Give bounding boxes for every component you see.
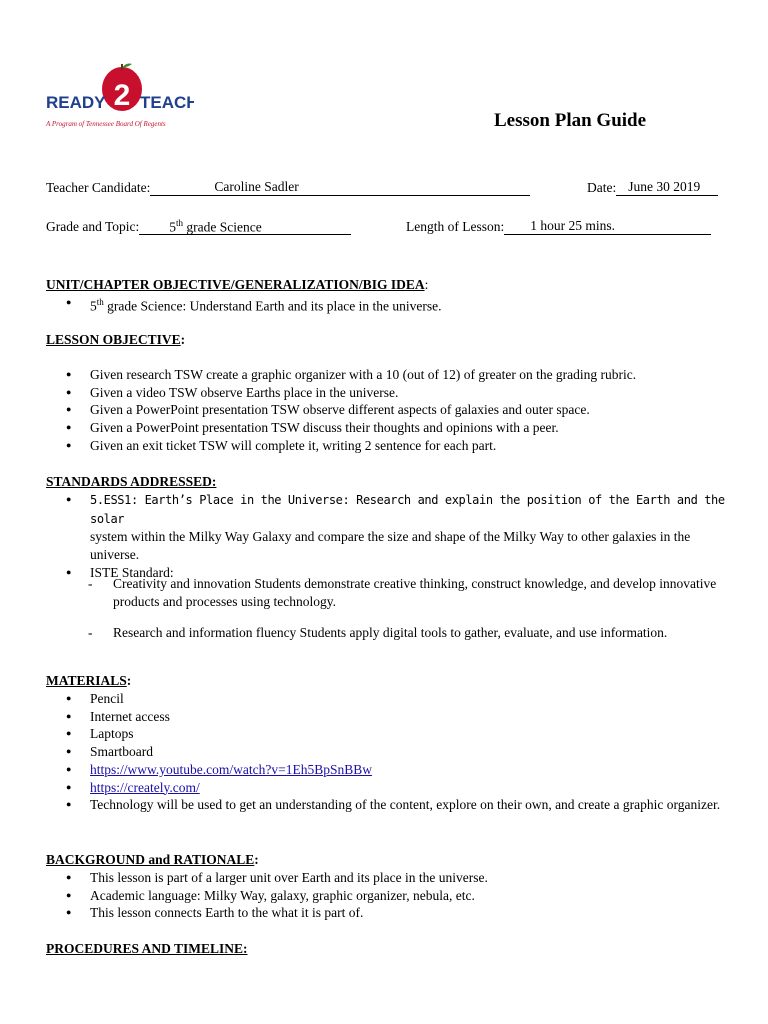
list-item bbox=[46, 761, 726, 779]
list-item: ● Internet access bbox=[46, 708, 726, 726]
logo-ready: READY bbox=[46, 93, 106, 112]
grade-sup: th bbox=[176, 218, 184, 228]
date-value: June 30 2019 bbox=[628, 179, 701, 194]
lesson-objective-colon: : bbox=[180, 332, 186, 347]
unit-rest: grade Science: Understand Earth and its place in the universe. bbox=[103, 298, 442, 314]
lesson-objective-heading bbox=[46, 332, 185, 348]
list-item: ● Smartboard bbox=[46, 743, 726, 761]
list-item: ● Technology will be used to get an understanding of the content, explore on their own, and create a graphic organizer. bbox=[46, 796, 726, 814]
logo-teach: TEACH bbox=[140, 93, 194, 112]
list-item: ● This lesson is part of a larger unit over Earth and its place in the universe. bbox=[46, 869, 726, 887]
length-label: Length of Lesson: bbox=[406, 219, 505, 234]
iste-item-2 bbox=[88, 624, 728, 642]
date-row bbox=[587, 180, 718, 196]
background-heading bbox=[46, 852, 259, 868]
logo-tagline: A Program of Tennessee Board Of Regents bbox=[46, 120, 166, 128]
iste-item-text: Creativity and innovation Students demonstrate creative thinking, construct knowledge, and develop innovative products and processes using technology. bbox=[113, 576, 717, 609]
unit-list bbox=[46, 294, 726, 315]
date-field bbox=[616, 181, 718, 196]
grade-value bbox=[169, 218, 261, 236]
background-list bbox=[46, 869, 726, 922]
grade-row bbox=[46, 219, 351, 235]
materials-list bbox=[46, 690, 726, 814]
lesson-objective-list bbox=[46, 366, 726, 455]
list-item bbox=[46, 779, 726, 797]
lesson-objective-heading-text: LESSON OBJECTIVE bbox=[46, 332, 181, 347]
materials-heading-text: MATERIALS bbox=[46, 673, 127, 688]
list-item: ● Given an exit ticket TSW will complete it, writing 2 sentence for each part. bbox=[46, 437, 726, 455]
length-field bbox=[504, 220, 711, 235]
materials-heading bbox=[46, 673, 131, 689]
youtube-link[interactable]: https://www.youtube.com/watch?v=1Eh5BpSnBBw bbox=[90, 761, 372, 777]
list-item: ● Academic language: Milky Way, galaxy, graphic organizer, nebula, etc. bbox=[46, 887, 726, 905]
procedures-heading: PROCEDURES AND TIMELINE: bbox=[46, 941, 248, 956]
standard-rest-text: system within the Milky Way Galaxy and compare the size and shape of the Milky Way to other galaxies in the universe. bbox=[90, 529, 691, 563]
background-colon: : bbox=[254, 852, 259, 867]
materials-colon: : bbox=[126, 673, 132, 688]
list-item: ● Given a PowerPoint presentation TSW observe different aspects of galaxies and outer space. bbox=[46, 401, 726, 419]
iste-item-1 bbox=[88, 575, 728, 611]
standard-code-text: 5.ESS1: Earth’s Place in the Universe: Research and explain the position of the Earth and the solar bbox=[90, 493, 725, 526]
unit-sup: th bbox=[96, 297, 104, 307]
background-heading-text: BACKGROUND and RATIONALE bbox=[46, 852, 255, 867]
unit-colon: : bbox=[424, 277, 429, 292]
teacher-field bbox=[150, 181, 530, 196]
grade-label: Grade and Topic: bbox=[46, 219, 140, 234]
grade-num: 5 bbox=[169, 219, 177, 235]
standards-list bbox=[46, 491, 726, 582]
iste-item-text: Research and information fluency Students apply digital tools to gather, evaluate, and use information. bbox=[113, 625, 668, 640]
page-title: Lesson Plan Guide bbox=[494, 110, 647, 131]
teacher-name: Caroline Sadler bbox=[214, 179, 299, 194]
unit-num: 5 bbox=[90, 298, 97, 314]
teacher-row bbox=[46, 180, 530, 196]
creately-link[interactable]: https://creately.com/ bbox=[90, 779, 200, 795]
standards-heading: STANDARDS ADDRESSED: bbox=[46, 474, 217, 489]
dash-mark: - bbox=[88, 576, 93, 591]
list-item: ● Given a video TSW observe Earths place in the universe. bbox=[46, 384, 726, 402]
list-item: ● Laptops bbox=[46, 725, 726, 743]
list-item bbox=[46, 491, 726, 564]
list-item: ● ISTE Standard: bbox=[46, 564, 726, 582]
unit-heading-text: UNIT/CHAPTER OBJECTIVE/GENERALIZATION/BIG IDEA bbox=[46, 277, 425, 292]
grade-field bbox=[139, 220, 351, 235]
logo-number: 2 bbox=[113, 79, 131, 112]
teacher-label: Teacher Candidate: bbox=[46, 180, 151, 195]
length-value: 1 hour 25 mins. bbox=[530, 218, 615, 233]
unit-heading bbox=[46, 277, 428, 293]
list-item: ● Pencil bbox=[46, 690, 726, 708]
grade-rest: grade Science bbox=[183, 219, 262, 235]
list-item: ● Given a PowerPoint presentation TSW discuss their thoughts and opinions with a peer. bbox=[46, 419, 726, 437]
date-label: Date: bbox=[587, 180, 617, 195]
list-item: ● This lesson connects Earth to the what it is part of. bbox=[46, 904, 726, 922]
list-item bbox=[46, 294, 726, 315]
list-item: ● Given research TSW create a graphic organizer with a 10 (out of 12) of greater on the grading rubric. bbox=[46, 366, 726, 384]
dash-mark: - bbox=[88, 625, 93, 640]
length-row bbox=[406, 219, 711, 235]
